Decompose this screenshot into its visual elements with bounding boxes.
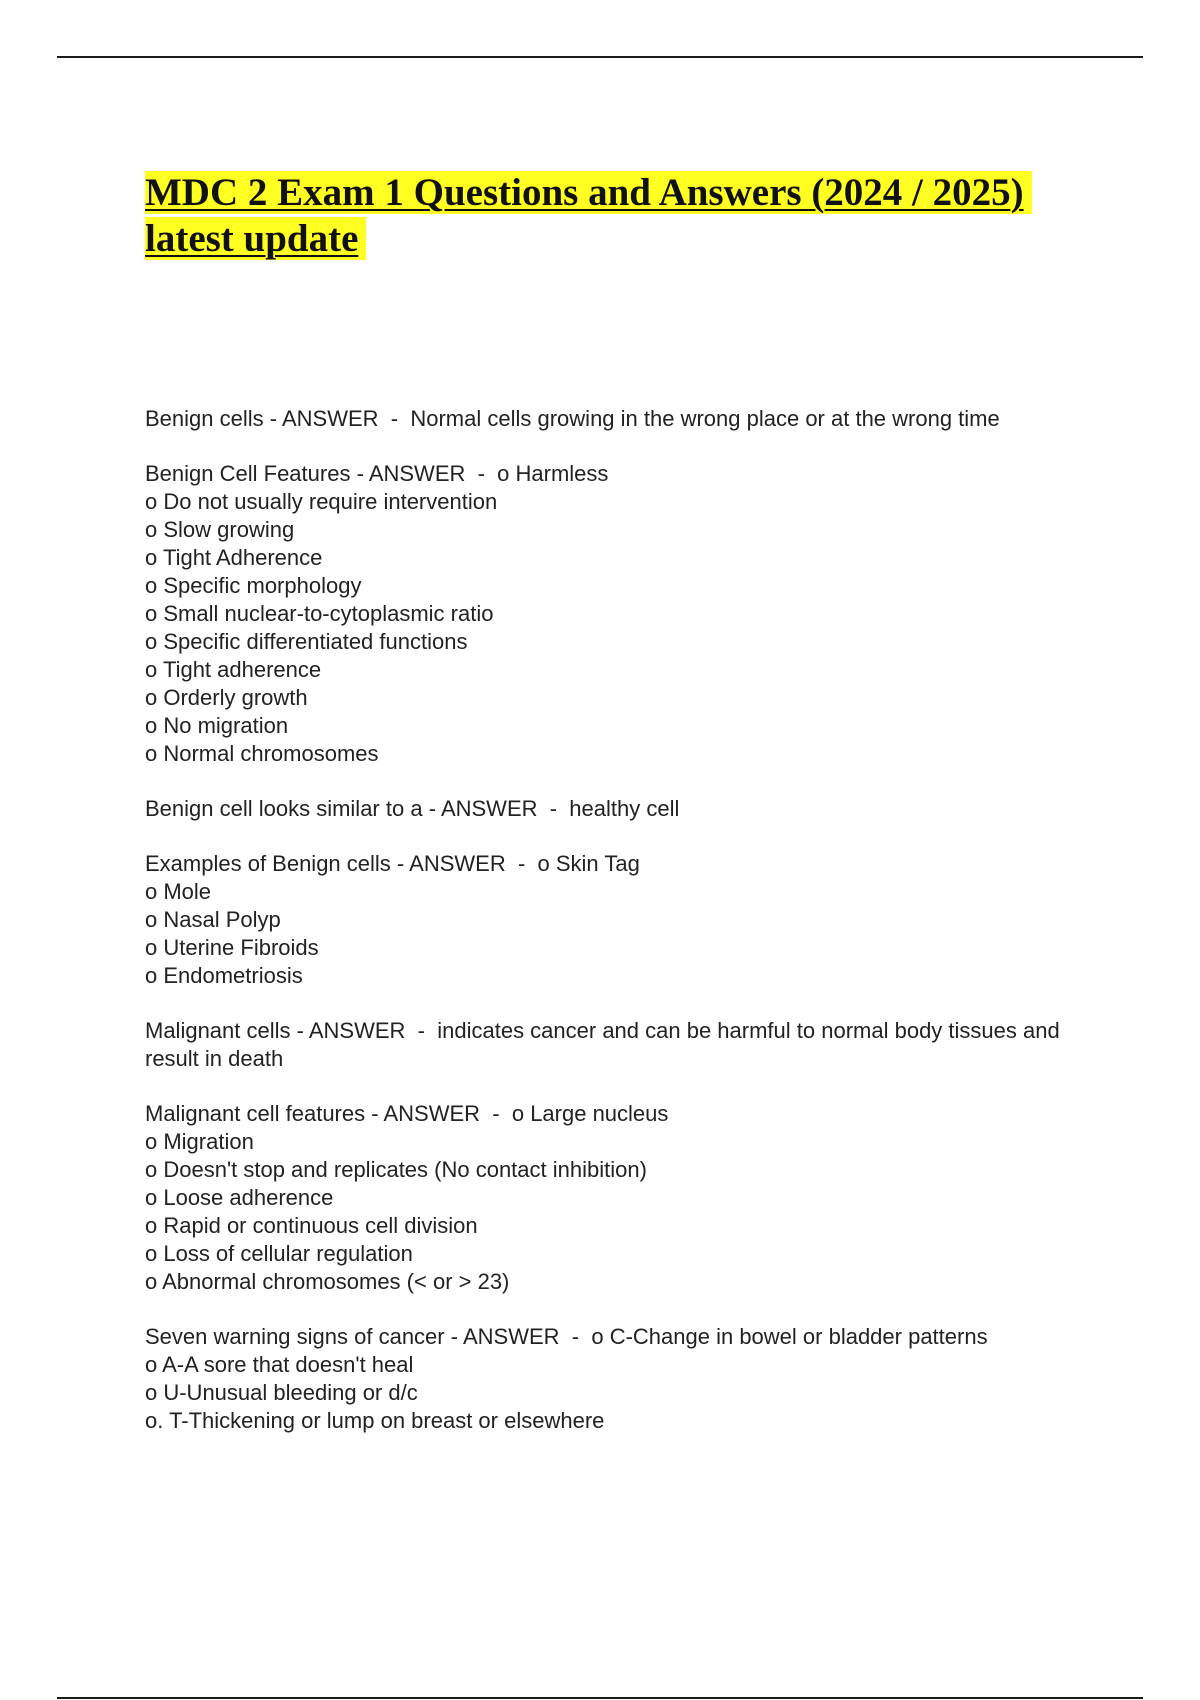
qa-item [145,1017,1095,1073]
answer-text: o Do not usually require intervention [145,489,498,514]
question-text: Benign cell looks similar to a [145,796,423,821]
separator: - [428,796,437,821]
separator: - [390,406,399,431]
answer-text: o Specific differentiated functions [145,629,468,654]
answer-bullet [145,1156,1095,1184]
separator: - [450,1324,459,1349]
qa-item [145,405,1095,433]
answer-bullet [145,878,1095,906]
answer-bullet [145,516,1095,544]
answer-text: o Tight adherence [145,657,322,682]
answer-text: indicates cancer and can be harmful to normal body tissues and result in death [145,1018,1066,1071]
answer-text: o Skin Tag [537,851,640,876]
answer-text: healthy cell [569,796,680,821]
answer-bullet [145,934,1095,962]
answer-text: o Orderly growth [145,685,308,710]
answer-text: o Loose adherence [145,1185,334,1210]
qa-item [145,795,1095,823]
answer-text: o Harmless [497,461,609,486]
answer-text: o Normal chromosomes [145,741,379,766]
separator: - [296,1018,304,1043]
qa-list [145,405,1095,1462]
answer-text: o No migration [145,713,289,738]
separator: - [269,406,278,431]
separator: - [477,461,485,486]
answer-text: Normal cells growing in the wrong place or at the wrong time [410,406,1000,431]
answer-bullet [145,488,1095,516]
answer-text: o Specific morphology [145,573,362,598]
qa-first-line [145,1323,1095,1351]
answer-bullet [145,544,1095,572]
answer-bullet [145,1240,1095,1268]
answer-bullet [145,1407,1095,1435]
answer-text: o Large nucleus [511,1101,669,1126]
answer-keyword: ANSWER [383,1101,481,1126]
qa-item [145,1323,1095,1435]
answer-bullet [145,1379,1095,1407]
qa-first-line [145,1017,1095,1073]
qa-first-line [145,850,1095,878]
answer-bullet [145,1128,1095,1156]
answer-bullet [145,1351,1095,1379]
document-title [145,170,1085,262]
qa-item [145,1100,1095,1296]
qa-first-line [145,795,1095,823]
answer-text: o Rapid or continuous cell division [145,1213,478,1238]
answer-bullet [145,1212,1095,1240]
answer-keyword: ANSWER [368,461,466,486]
answer-text: o Endometriosis [145,963,303,988]
answer-keyword: ANSWER [308,1018,406,1043]
answer-text: o. T-Thickening or lump on breast or elsewhere [145,1408,605,1433]
answer-text: o Slow growing [145,517,295,542]
answer-text: o Small nuclear-to-cytoplasmic ratio [145,601,494,626]
answer-text: o U-Unusual bleeding or d/c [145,1380,418,1405]
answer-text: o Tight Adherence [145,545,323,570]
separator: - [517,851,526,876]
separator: - [549,796,558,821]
question-text: Seven warning signs of cancer [145,1324,445,1349]
question-text: Benign cells [145,406,264,431]
separator: - [571,1324,580,1349]
qa-item [145,460,1095,768]
separator: - [356,461,364,486]
answer-text: o Doesn't stop and replicates (No contact inhibition) [145,1157,647,1182]
answer-bullet [145,906,1095,934]
answer-text: o Abnormal chromosomes (< or > 23) [145,1269,510,1294]
separator: - [371,1101,379,1126]
answer-text: o C-Change in bowel or bladder patterns [591,1324,988,1349]
qa-item [145,850,1095,990]
answer-text: o Loss of cellular regulation [145,1241,413,1266]
answer-bullet [145,572,1095,600]
answer-bullet [145,600,1095,628]
question-text: Benign Cell Features [145,461,351,486]
title-highlight: MDC 2 Exam 1 Questions and Answers (2024 / 2025) latest update [145,171,1032,260]
separator: - [396,851,405,876]
answer-text: o A-A sore that doesn't heal [145,1352,414,1377]
answer-text: o Migration [145,1129,254,1154]
qa-first-line [145,460,1095,488]
answer-text: o Uterine Fibroids [145,935,319,960]
answer-keyword: ANSWER [282,406,379,431]
question-text: Examples of Benign cells [145,851,391,876]
answer-text: o Nasal Polyp [145,907,281,932]
answer-bullet [145,1184,1095,1212]
answer-bullet [145,712,1095,740]
answer-keyword: ANSWER [462,1324,560,1349]
top-rule [57,56,1143,58]
answer-bullet [145,1268,1095,1296]
separator: - [417,1018,425,1043]
answer-bullet [145,656,1095,684]
separator: - [492,1101,500,1126]
answer-keyword: ANSWER [440,796,538,821]
qa-first-line [145,405,1095,433]
answer-bullet [145,962,1095,990]
answer-keyword: ANSWER [409,851,506,876]
answer-bullet [145,740,1095,768]
question-text: Malignant cells [145,1018,291,1043]
qa-first-line [145,1100,1095,1128]
answer-text: o Mole [145,879,212,904]
answer-bullet [145,684,1095,712]
answer-bullet [145,628,1095,656]
question-text: Malignant cell features [145,1101,366,1126]
bottom-rule [57,1697,1143,1699]
